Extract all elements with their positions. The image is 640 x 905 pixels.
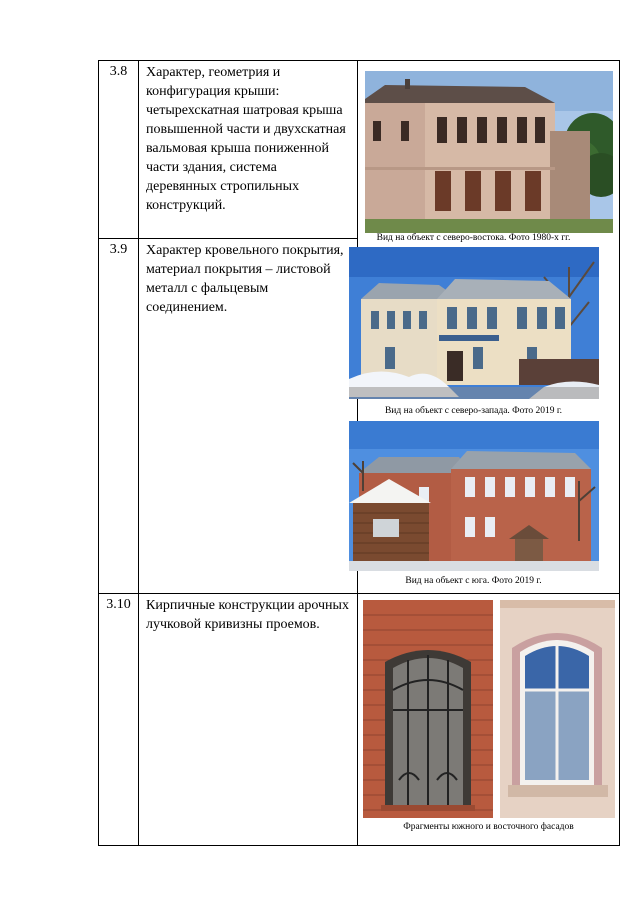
photo-caption: Вид на объект с северо-запада. Фото 2019 г. bbox=[384, 406, 563, 416]
row-number: 3.10 bbox=[99, 594, 139, 846]
photo-brick-window bbox=[363, 600, 493, 818]
table-row bbox=[99, 61, 620, 239]
row-description: Кирпичные конструкции арочных лучковой кривизны проемов. bbox=[139, 594, 358, 846]
photo-northeast-1980s bbox=[365, 71, 613, 233]
photo-caption: Фрагменты южного и восточного фасадов bbox=[403, 822, 574, 832]
row-description: Характер, геометрия и конфигурация крыши: четырехскатная шатровая крыша повышенной части и двухскатная вальмовая крыша пониженной части здания, система деревянных стропильных конструкций. bbox=[139, 61, 358, 239]
row-number: 3.9 bbox=[99, 239, 139, 594]
photo-plaster-window bbox=[500, 600, 615, 818]
row-description: Характер кровельного покрытия, материал покрытия – листовой металл с фальцевым соединением. bbox=[139, 239, 358, 594]
table-row bbox=[99, 594, 620, 846]
photo-caption-1-wrap bbox=[343, 233, 604, 244]
photo-caption-2-wrap bbox=[343, 406, 604, 417]
photo-south-2019 bbox=[349, 421, 599, 571]
photo-cell bbox=[358, 594, 620, 846]
photo-northwest-2019 bbox=[349, 247, 599, 399]
photo-caption-3-wrap bbox=[343, 576, 604, 587]
photo-caption: Вид на объект с юга. Фото 2019 г. bbox=[405, 576, 542, 586]
row-number: 3.8 bbox=[99, 61, 139, 239]
photo-caption: Вид на объект с северо-востока. Фото 1980-х гг. bbox=[376, 233, 571, 243]
